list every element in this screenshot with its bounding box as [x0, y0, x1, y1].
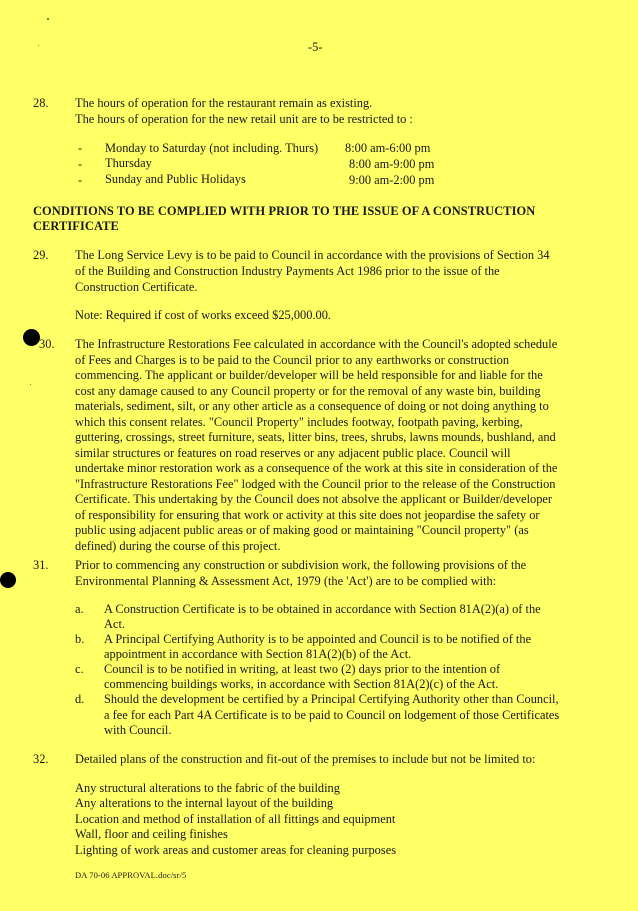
- item-30-line: "Infrastructure Restorations Fee" lodged with the Council prior to the release of the Construction: [75, 477, 556, 491]
- section-heading: CERTIFICATE: [33, 219, 119, 233]
- item-28-number: 28.: [33, 96, 49, 110]
- hours-day: Thursday: [105, 156, 152, 170]
- subitem-line: a fee for each Part 4A Certificate is to be paid to Council on lodgement of those Certificates: [104, 708, 560, 722]
- item-30-line: The Infrastructure Restorations Fee calculated in accordance with the Council's adopted schedule: [75, 337, 558, 351]
- item-30-line: public using adjacent public areas or of making good or maintaining "Council property" (as: [75, 523, 529, 537]
- section-heading: CONDITIONS TO BE COMPLIED WITH PRIOR TO THE ISSUE OF A CONSTRUCTION: [33, 204, 536, 218]
- item-30-line: materials, sediment, silt, or any other article as a consequence of doing or not doing anything to: [75, 399, 549, 413]
- item-30-line: Certificate. This undertaking by the Council does not absolve the applicant or Builder/developer: [75, 492, 553, 506]
- scan-speck: [47, 18, 49, 20]
- subitem-line: commencing buildings works, in accordance with Section 81A(2)(c) of the Act.: [104, 677, 499, 691]
- punch-hole-mark: [0, 572, 16, 588]
- plans-list-item: Location and method of installation of all fittings and equipment: [75, 812, 396, 826]
- subitem-label: a.: [75, 602, 84, 616]
- plans-list-item: Lighting of work areas and customer areas for cleaning purposes: [75, 843, 397, 857]
- item-30-line: which this consent relates. "Council Property" includes footway, footpath paving, kerbing,: [75, 415, 523, 429]
- item-29-number: 29.: [33, 248, 49, 262]
- item-30-line: cost any damage caused to any Council property or for the removal of any waste bin, building: [75, 384, 541, 398]
- item-29-line: Construction Certificate.: [75, 280, 198, 294]
- item-29-line: of the Building and Construction Industry Payments Act 1986 prior to the issue of the: [75, 264, 500, 278]
- subitem-label: b.: [75, 632, 85, 646]
- item-30-number: 30.: [39, 337, 55, 351]
- subitem-line: Should the development be certified by a Principal Certifying Authority other than Council,: [104, 692, 559, 706]
- item-29-note: Note: Required if cost of works exceed $25,000.00.: [75, 308, 332, 322]
- item-32-number: 32.: [33, 752, 49, 766]
- item-28-line: The hours of operation for the restaurant remain as existing.: [75, 96, 373, 110]
- item-30-line: commencing. The applicant or builder/developer will be held responsible for and liable for the: [75, 368, 543, 382]
- hours-day: Sunday and Public Holidays: [105, 172, 246, 186]
- item-30-line: guttering, crossings, street furniture, seats, litter bins, trees, shrubs, lawns mounds, bushland, and: [75, 430, 556, 444]
- page-number: -5-: [308, 40, 323, 54]
- item-31-line: Environmental Planning & Assessment Act, 1979 (the 'Act') are to be complied with:: [75, 574, 497, 588]
- hours-bullet: -: [78, 141, 83, 155]
- subitem-line: A Principal Certifying Authority is to be appointed and Council is to be notified of the: [104, 632, 532, 646]
- item-32-line: Detailed plans of the construction and fit-out of the premises to include but not be limited to:: [75, 752, 536, 766]
- item-29-line: The Long Service Levy is to be paid to Council in accordance with the provisions of Section 34: [75, 248, 550, 262]
- punch-hole-mark: [23, 329, 40, 346]
- item-31-line: Prior to commencing any construction or subdivision work, the following provisions of the: [75, 558, 527, 572]
- item-30-line: defined) during the course of this project.: [75, 539, 281, 553]
- plans-list-item: Wall, floor and ceiling finishes: [75, 827, 228, 841]
- item-31-number: 31.: [33, 558, 49, 572]
- scan-speck: [30, 384, 31, 385]
- subitem-line: A Construction Certificate is to be obtained in accordance with Section 81A(2)(a) of the: [104, 602, 541, 616]
- hours-time: 8:00 am-6:00 pm: [345, 141, 431, 155]
- item-28-line: The hours of operation for the new retail unit are to be restricted to :: [75, 112, 413, 126]
- document-footer: DA 70-06 APPROVAL.doc/sr/5: [75, 870, 187, 880]
- plans-list-item: Any alterations to the internal layout of the building: [75, 796, 334, 810]
- subitem-line: Council is to be notified in writing, at least two (2) days prior to the intention of: [104, 662, 501, 676]
- item-30-line: undertake minor restoration work as a consequence of the work at this site in consideration of the: [75, 461, 558, 475]
- item-30-line: of Fees and Charges is to be paid to the Council prior to any earthworks or construction: [75, 353, 510, 367]
- item-30-line: of responsibility for ensuring that work or activity at this site does not jeopardise the safety or: [75, 508, 540, 522]
- hours-bullet: -: [78, 173, 83, 187]
- subitem-line: with Council.: [104, 723, 172, 737]
- scan-speck: [38, 45, 39, 46]
- item-30-line: similar structures or features on road reserves or any adjacent public place. Council will: [75, 446, 511, 460]
- plans-list-item: Any structural alterations to the fabric of the building: [75, 781, 340, 795]
- hours-time: 8:00 am-9:00 pm: [349, 157, 435, 171]
- subitem-label: d.: [75, 692, 85, 706]
- subitem-line: appointment in accordance with Section 81A(2)(b) of the Act.: [104, 647, 412, 661]
- hours-bullet: -: [78, 157, 83, 171]
- hours-time: 9:00 am-2:00 pm: [349, 173, 435, 187]
- subitem-line: Act.: [104, 617, 125, 631]
- subitem-label: c.: [75, 662, 84, 676]
- hours-day: Monday to Saturday (not including. Thurs): [105, 141, 319, 155]
